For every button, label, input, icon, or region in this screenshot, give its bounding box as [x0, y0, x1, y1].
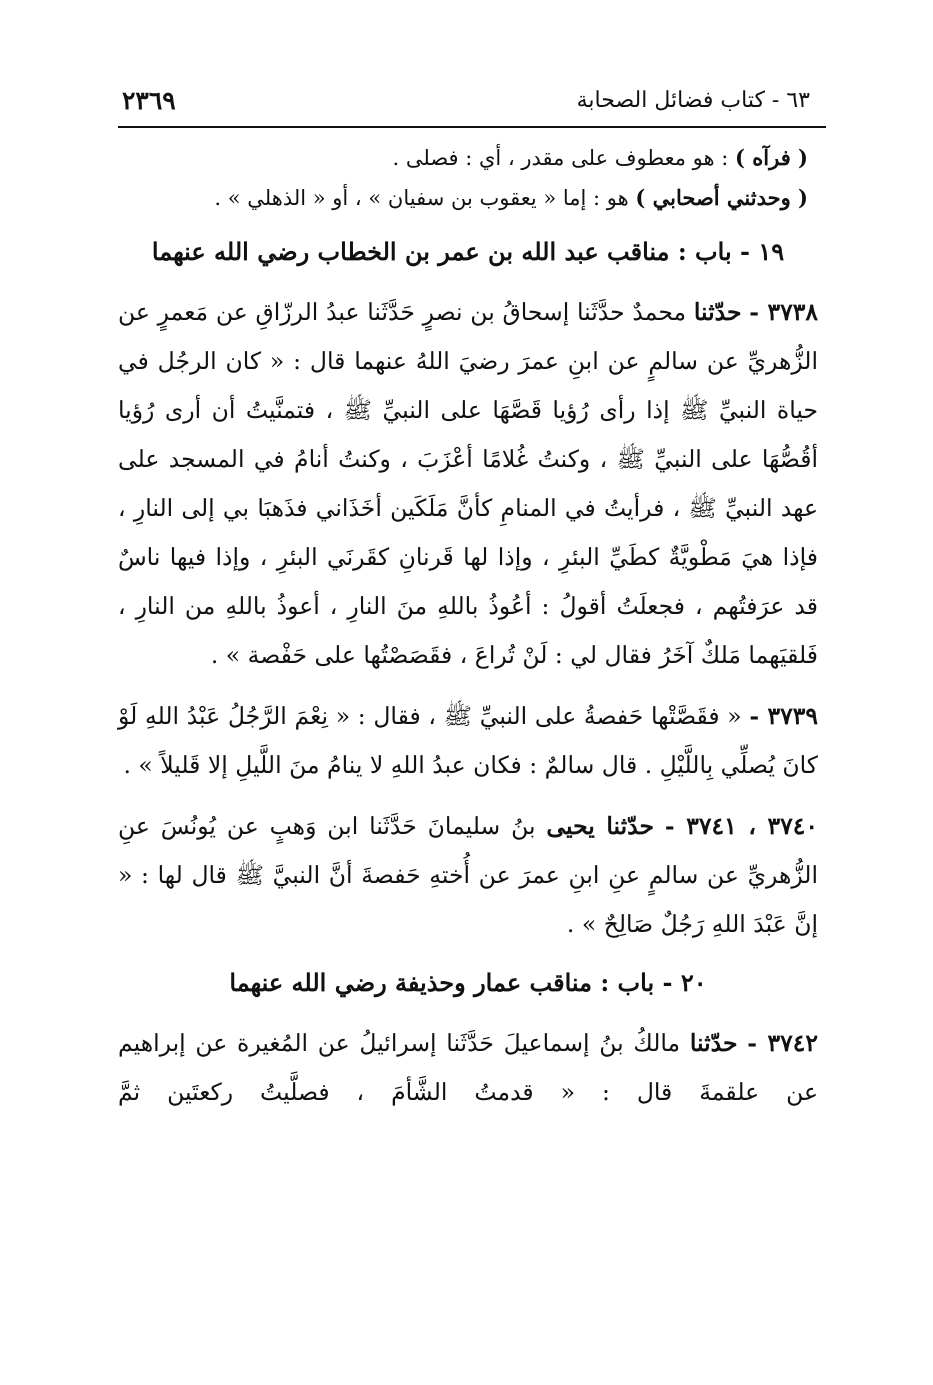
footnote-term: ( وحدثني أصحابي ) — [635, 185, 808, 210]
hadith-text: « فقَصَّتْها حَفصةُ على النبيِّ ﷺ ، فقال : « نِعْمَ الرَّجُلُ عَبْدُ اللهِ لَوْ كانَ يُصلِّي بِاللَّيْلِ . قال سالمٌ : فكان عبدُ اللهِ لا ينامُ منَ اللَّيلِ إلا قَليلاً » . — [118, 702, 818, 779]
section-heading: ١٩ - باب : مناقب عبد الله بن عمر بن الخطاب رضي الله عنهما — [151, 237, 785, 266]
page-body — [118, 138, 818, 1129]
hadith-number: ٣٧٣٩ - — [749, 702, 818, 730]
running-header — [122, 84, 822, 120]
hadith-paragraph — [118, 1019, 818, 1117]
hadith-lead: حدّثنا يحيى — [546, 812, 655, 840]
chapter-title: ٦٣ - كتاب فضائل الصحابة — [576, 88, 810, 113]
hadith-paragraph — [118, 692, 818, 790]
page-number: ٢٣٦٩ — [122, 86, 176, 115]
hadith-text: مالكُ بنُ إسماعيلَ حَدَّثَنا إسرائيلُ عن المُغيرة عن إبراهيم عن علقمةَ قال : « قدمتُ الشَّأمَ ، فصلَّيتُ ركعتَين ثمَّ — [118, 1029, 818, 1106]
footnote-text: : هو معطوف على مقدر ، أي : فصلى . — [392, 146, 736, 170]
footnote-term: ( فرآه ) — [735, 145, 808, 170]
hadith-paragraph — [118, 802, 818, 949]
header-rule — [118, 126, 826, 128]
hadith-number: ٣٧٤٢ - — [747, 1029, 818, 1057]
hadith-text: بنُ سليمانَ حَدَّثَنا ابن وَهبٍ عن يُونُسَ عنِ الزُّهريِّ عن سالمٍ عنِ ابنِ عمرَ عن أُختهِ حَفصةَ أنَّ النبيَّ ﷺ قال لها : « إنَّ عَبْدَ اللهِ رَجُلٌ صَالِحٌ » . — [118, 812, 818, 938]
hadith-lead: حدّثنا — [693, 298, 742, 326]
footnote-line — [118, 178, 818, 218]
hadith-number: ٣٧٤٠ ، ٣٧٤١ - — [664, 812, 818, 840]
footnote-text: هو : إما « يعقوب بن سفيان » ، أو « الذهلي » . — [214, 186, 636, 210]
hadith-text: محمدٌ حدَّثَنا إسحاقُ بن نصرٍ حَدَّثَنا عبدُ الرزّاقِ عن مَعمرٍ عن الزُّهريِّ عن سالمٍ عن ابنِ عمرَ رضيَ اللهُ عنهما قال : « كان الرجُل في حياة النبيِّ ﷺ إذا رأى رُؤيا قَصَّهَا على النبيِّ ﷺ ، فتمنَّيتُ أن أرى رُؤيا أقُصُّهَا على النبيِّ ﷺ ، وكنتُ غُلامًا أعْزَبَ ، وكنتُ أنامُ في المسجد على عهد النبيِّ ﷺ ، فرأيتُ في المنامِ كأنَّ مَلَكَين أخَذَاني فذَهبَا بي إلى النارِ ، فإذا هيَ مَطْويَّةٌ كطَيِّ البئرِ ، وإذا لها قَرنانِ كقَرنَي البئرِ ، وإذا فيها ناسٌ قد عرَفتُهم ، فجعلَتُ أقولُ : أعُوذُ باللهِ منَ النارِ ، أعوذُ باللهِ من النارِ ، فَلقيَهما مَلكٌ آخَرُ فقال لي : لَنْ تُراعَ ، فقَصَصْتُها على حَفْصة » . — [118, 298, 818, 669]
section-heading: ٢٠ - باب : مناقب عمار وحذيفة رضي الله عنهما — [229, 968, 707, 997]
hadith-paragraph — [118, 288, 818, 680]
hadith-number: ٣٧٣٨ - — [749, 298, 819, 326]
hadith-lead: حدّثنا — [689, 1029, 738, 1057]
footnote-line — [118, 138, 818, 178]
